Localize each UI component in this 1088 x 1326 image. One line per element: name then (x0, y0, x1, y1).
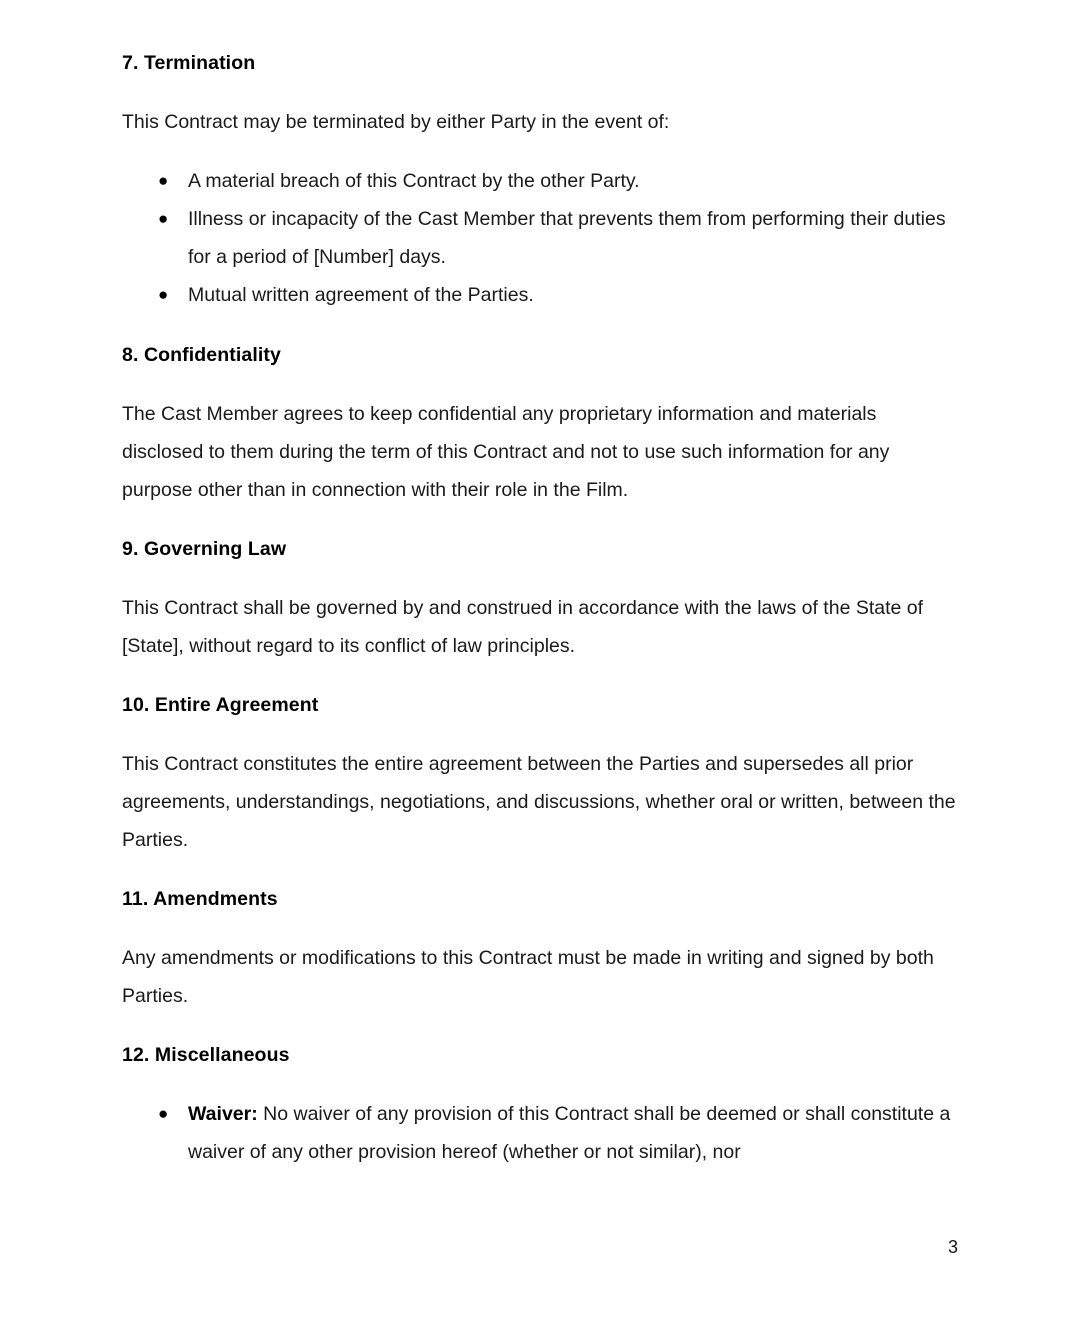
list-item-text: Illness or incapacity of the Cast Member that prevents them from performing their duties for a period of [Number] days. (188, 208, 946, 268)
spacer (122, 724, 958, 745)
page-number: 3 (947, 1237, 958, 1257)
list-item-text: Mutual written agreement of the Parties. (188, 284, 534, 306)
list-item-lead: Waiver: (188, 1103, 258, 1125)
spacer (122, 859, 958, 880)
bullet-icon: ● (158, 285, 169, 304)
paragraph-confidentiality: The Cast Member agrees to keep confidential any proprietary information and materials disclosed to them during the term of this Contract and not to use such information for any purpose other than in connection with their role in the Film. (122, 403, 890, 501)
section-heading-governing-law: 9. Governing Law (122, 538, 287, 560)
list-item (122, 276, 958, 314)
spacer (122, 374, 958, 395)
section-heading-confidentiality: 8. Confidentiality (122, 344, 281, 366)
spacer (122, 1015, 958, 1036)
spacer (122, 314, 958, 336)
document-body (122, 44, 958, 1171)
spacer (122, 665, 958, 686)
section-heading-amendments: 11. Amendments (122, 888, 278, 910)
paragraph-entire-agreement: This Contract constitutes the entire agreement between the Parties and supersedes all prior agreements, understandings, negotiations, and discussions, whether oral or written, between the Parties. (122, 753, 956, 851)
bullet-icon: ● (158, 1104, 169, 1123)
section-heading-termination: 7. Termination (122, 52, 256, 74)
section-heading-entire-agreement: 10. Entire Agreement (122, 694, 319, 716)
list-item-text: No waiver of any provision of this Contract shall be deemed or shall constitute a waiver of any other provision hereof (whether or not similar), nor (188, 1103, 951, 1163)
spacer (122, 141, 958, 162)
spacer (122, 918, 958, 939)
bullet-icon: ● (158, 171, 169, 190)
spacer (122, 509, 958, 530)
miscellaneous-list (122, 1095, 958, 1171)
bullet-icon: ● (158, 209, 169, 228)
paragraph-governing-law: This Contract shall be governed by and construed in accordance with the laws of the State of [State], without regard to its conflict of law principles. (122, 597, 924, 657)
list-item (122, 1095, 958, 1171)
list-item (122, 200, 958, 276)
list-item-text: A material breach of this Contract by the other Party. (188, 170, 640, 192)
termination-reasons-list (122, 162, 958, 314)
spacer (122, 82, 958, 103)
list-item (122, 162, 958, 200)
spacer (122, 1074, 958, 1095)
paragraph-termination-intro: This Contract may be terminated by either Party in the event of: (122, 111, 670, 133)
section-heading-miscellaneous: 12. Miscellaneous (122, 1044, 290, 1066)
paragraph-amendments: Any amendments or modifications to this Contract must be made in writing and signed by both Parties. (122, 947, 934, 1007)
spacer (122, 568, 958, 589)
